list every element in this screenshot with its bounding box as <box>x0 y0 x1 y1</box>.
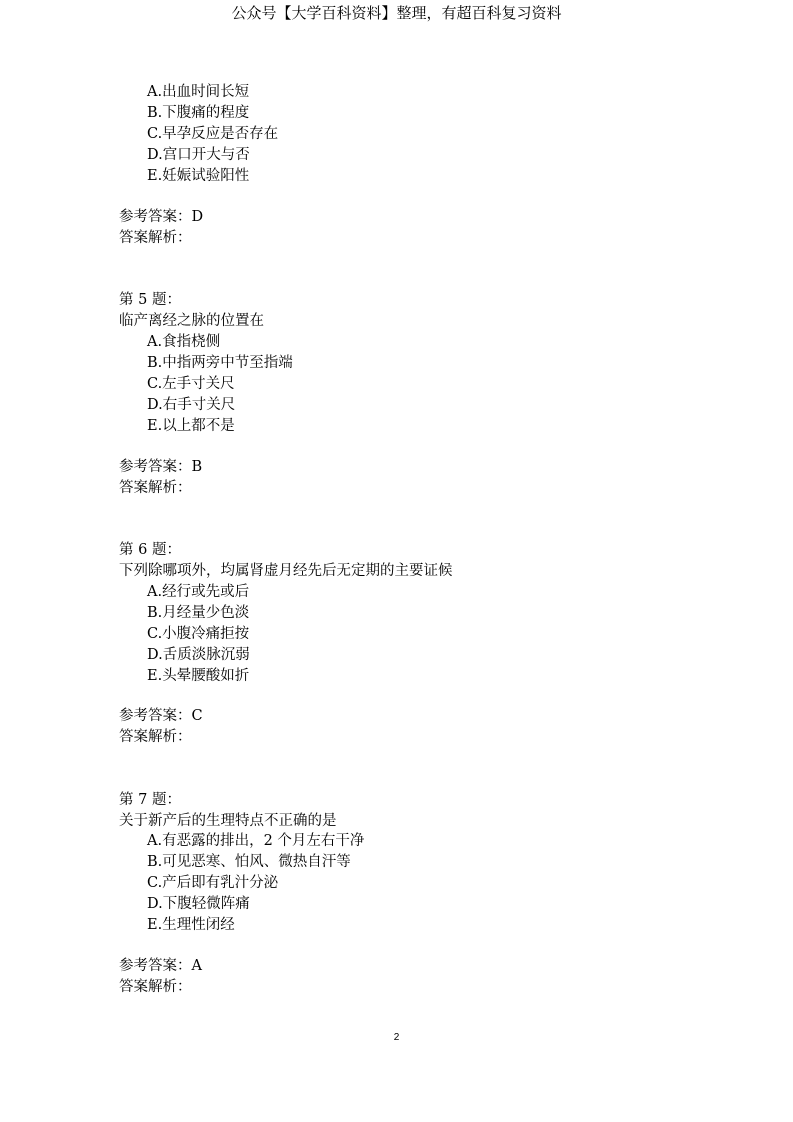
option-b: B.月经量少色淡 <box>147 605 250 621</box>
option-d: D.宫口开大与否 <box>147 147 250 163</box>
page-header: 公众号【大学百科资料】整理，有超百科复习资料 <box>231 4 562 22</box>
question-number: 第 6 题： <box>119 542 181 558</box>
question-stem: 关于新产后的生理特点不正确的是 <box>119 813 337 829</box>
option-c: C.产后即有乳汁分泌 <box>147 875 279 891</box>
question-stem: 临产离经之脉的位置在 <box>119 313 264 329</box>
question-number: 第 7 题： <box>119 792 181 808</box>
page-number: 2 <box>393 1032 400 1043</box>
option-a: A.出血时间长短 <box>147 84 250 100</box>
question-stem: 下列除哪项外，均属肾虚月经先后无定期的主要证候 <box>119 563 453 579</box>
option-d: D.右手寸关尺 <box>147 397 236 413</box>
option-a: A.经行或先或后 <box>147 584 250 600</box>
answer: 参考答案：A <box>119 958 202 974</box>
answer-analysis: 答案解析： <box>119 230 192 246</box>
answer-analysis: 答案解析： <box>119 729 192 745</box>
answer: 参考答案：C <box>119 708 203 724</box>
option-b: B.中指两旁中节至指端 <box>147 355 293 371</box>
answer: 参考答案：B <box>119 459 203 475</box>
option-e: E.生理性闭经 <box>147 917 235 933</box>
option-a: A.食指桡侧 <box>147 334 221 350</box>
option-e: E.妊娠试验阳性 <box>147 168 250 184</box>
option-e: E.以上都不是 <box>147 418 235 434</box>
option-d: D.舌质淡脉沉弱 <box>147 647 250 663</box>
option-c: C.左手寸关尺 <box>147 376 235 392</box>
option-a: A.有恶露的排出，2 个月左右干净 <box>147 833 365 849</box>
answer: 参考答案：D <box>119 209 204 225</box>
option-e: E.头晕腰酸如折 <box>147 668 250 684</box>
option-b: B.可见恶寒、怕风、微热自汗等 <box>147 854 351 870</box>
answer-analysis: 答案解析： <box>119 979 192 995</box>
answer-analysis: 答案解析： <box>119 480 192 496</box>
option-c: C.早孕反应是否存在 <box>147 126 279 142</box>
option-d: D.下腹轻微阵痛 <box>147 896 250 912</box>
option-b: B.下腹痛的程度 <box>147 105 250 121</box>
question-number: 第 5 题： <box>119 292 181 308</box>
option-c: C.小腹冷痛拒按 <box>147 626 250 642</box>
